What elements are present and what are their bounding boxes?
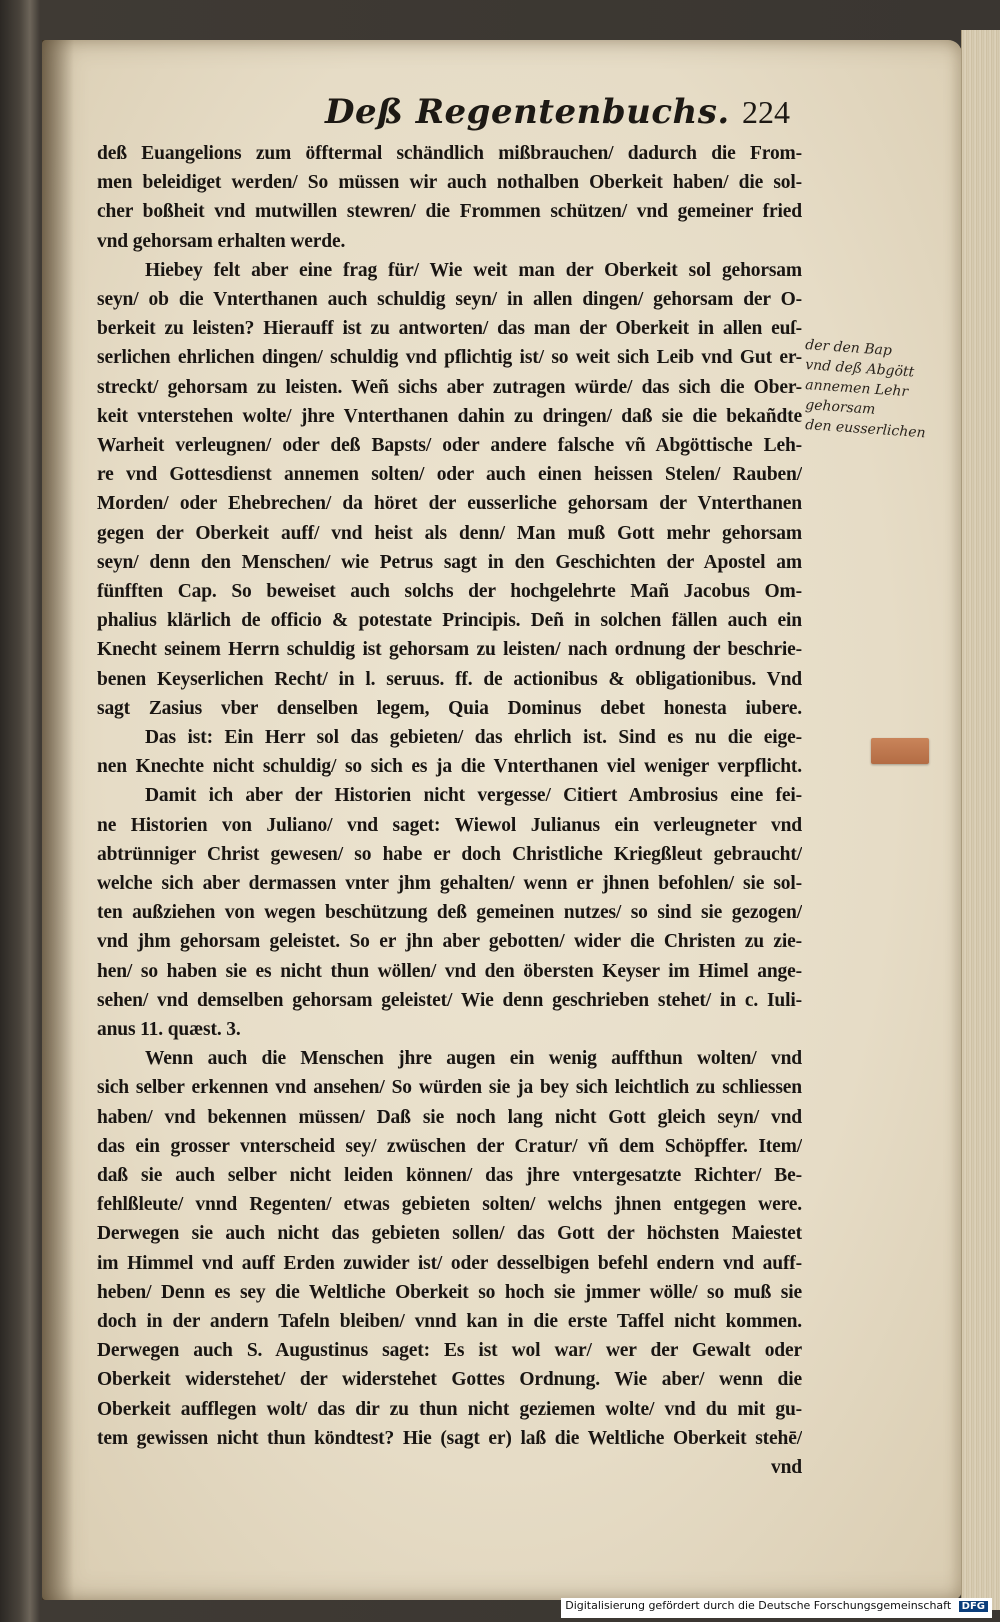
credit-text: Digitalisierung gefördert durch die Deutsche Forschungsgemeinschaft xyxy=(565,1599,952,1612)
text-line: gegen der Oberkeit auff/ vnd heist als denn/ Man muß Gott mehr gehorsam xyxy=(97,522,802,544)
margin-note-line: gehorsam xyxy=(804,396,876,418)
digitization-credit xyxy=(561,1598,992,1618)
text-line: berkeit zu leisten? Hierauff ist zu antworten/ das man der Oberkeit in allen euſ- xyxy=(97,318,802,340)
page-number: 224 xyxy=(742,94,790,130)
text-line: sagt Zasius vber denselben legem, Quia Dominus debet honesta iubere. xyxy=(97,697,802,719)
text-line: seyn/ denn den Menschen/ wie Petrus sagt in den Geschichten der Apostel am xyxy=(97,551,802,573)
text-line: vnd jhm gehorsam geleistet. So er jhn aber gebotten/ wider die Christen zu zie- xyxy=(97,931,802,953)
text-line: ne Historien von Juliano/ vnd saget: Wiewol Julianus ein verleugneter vnd xyxy=(97,814,802,836)
text-line: deß Euangelions zum öfftermal schändlich mißbrauchen/ dadurch die From- xyxy=(97,143,802,164)
text-line: re vnd Gottesdienst annemen solten/ oder auch einen heissen Stelen/ Rauben/ xyxy=(97,464,802,486)
text-line: keit vnterstehen wolte/ jhre Vnterthanen dahin zu dringen/ daß sie die bekañdte xyxy=(97,405,802,427)
margin-note-line: annemen Lehr xyxy=(804,376,909,401)
page-edges xyxy=(961,30,1000,1610)
handwritten-margin-note xyxy=(806,335,936,465)
text-line: fehlßleute/ vnnd Regenten/ etwas gebieten solten/ welchs jhnen entgegen were. xyxy=(97,1194,802,1216)
text-line: Oberkeit aufflegen wolt/ das dir zu thun nicht geziemen wolte/ vnd du mit gu- xyxy=(97,1398,802,1420)
text-line: anus 11. quæst. 3. xyxy=(97,1019,241,1040)
margin-note-line: der den Bap xyxy=(804,336,893,360)
text-line: hen/ so haben sie es nicht thun wöllen/ vnd den öbersten Keyser im Himel ange- xyxy=(97,960,802,982)
text-line: seyn/ ob die Vnterthanen auch schuldig seyn/ in allen dingen/ gehorsam der O- xyxy=(97,289,802,310)
text-line: Damit ich aber der Historien nicht vergesse/ Citiert Ambrosius eine fei- xyxy=(145,785,802,807)
text-line: Warheit verleugnen/ oder deß Bapsts/ oder andere falsche vñ Abgöttische Leh- xyxy=(97,435,802,456)
text-block xyxy=(97,140,802,1550)
text-line: sehen/ vnd demselben gehorsam geleistet/ Wie denn geschrieben stehet/ in c. Iuli- xyxy=(97,989,802,1011)
paper-tab-marker xyxy=(871,738,929,764)
text-line: Knecht seinem Herrn schuldig ist gehorsam zu leisten/ nach ordnung der beschrie- xyxy=(97,639,802,661)
margin-note-line: den eusserlichen xyxy=(804,416,927,442)
text-line: haben/ vnd bekennen müssen/ Daß sie noch lang nicht Gott gleich seyn/ vnd xyxy=(97,1106,802,1128)
text-line: Hiebey felt aber eine frag für/ Wie weit man der Oberkeit sol gehorsam xyxy=(145,259,802,281)
text-line: welche sich aber dermassen vnter jhm gehalten/ wenn er jhnen befohlen/ sie sol- xyxy=(97,873,802,894)
text-line: doch in der andern Tafeln bleiben/ vnnd kan in die erste Taffel nicht kommen. xyxy=(97,1311,802,1332)
text-line: abtrünniger Christ gewesen/ so habe er doch Christliche Kriegßleut gebraucht/ xyxy=(97,843,802,865)
text-line: Oberkeit widerstehet/ der widerstehet Gottes Ordnung. Wie aber/ wenn die xyxy=(97,1369,802,1391)
margin-note-line: vnd deß Abgött xyxy=(804,356,915,381)
text-line: men beleidiget werden/ So müssen wir auch nothalben Oberkeit haben/ die sol- xyxy=(97,172,802,194)
text-line: serlichen ehrlichen dingen/ schuldig vnd pflichtig ist/ so weit sich Leib vnd Gut er- xyxy=(97,347,802,369)
text-line: cher boßheit vnd mutwillen stewren/ die Frommen schützen/ vnd gemeiner fried xyxy=(97,201,802,223)
text-line: das ein grosser vnterscheid sey/ zwüschen der Cratur/ vñ dem Schöpffer. Item/ xyxy=(97,1135,802,1157)
page-gutter-shadow xyxy=(42,40,74,1600)
text-line: nen Knechte nicht schuldig/ so sich es ja die Vnterthanen viel weniger verpflicht. xyxy=(97,756,802,778)
text-line: sich selber erkennen vnd ansehen/ So würden sie ja bey sich leichtlich zu schliessen xyxy=(97,1077,802,1099)
text-line: Derwegen auch S. Augustinus saget: Es ist wol war/ wer der Gewalt oder xyxy=(97,1340,802,1362)
text-line: im Himmel vnd auff Erden zuwider ist/ oder desselbigen befehl endern vnd auff- xyxy=(97,1252,802,1274)
text-line: benen Keyserlichen Recht/ in l. seruus. ff. de actionibus & obligationibus. Vnd xyxy=(97,668,802,690)
text-line: heben/ Denn es sey die Weltliche Oberkeit so hoch sie jmmer wölle/ so muß sie xyxy=(97,1281,802,1303)
text-line: fünfften Cap. So beweiset auch solchs der hochgelehrte Mañ Jacobus Om- xyxy=(97,581,802,602)
text-line: Morden/ oder Ehebrechen/ da höret der eusserliche gehorsam der Vnterthanen xyxy=(97,493,802,515)
text-line: vnd gehorsam erhalten werde. xyxy=(97,230,346,252)
running-title: Deß Regentenbuchs. xyxy=(325,92,730,132)
text-line: streckt/ gehorsam zu leisten. Weñ sichs aber zutragen würde/ das sich die Ober- xyxy=(97,376,802,398)
dfg-logo: DFG xyxy=(959,1601,988,1612)
text-line: Derwegen sie auch nicht das gebieten sollen/ das Gott der höchsten Maiestet xyxy=(97,1223,802,1245)
text-line: daß sie auch selber nicht leiden können/ das jhre vntergesatzte Richter/ Be- xyxy=(97,1165,802,1186)
text-line: Wenn auch die Menschen jhre augen ein wenig auffthun wolten/ vnd xyxy=(145,1048,802,1070)
text-line: phalius klärlich de officio & potestate Principis. Deñ in solchen fällen auch ein xyxy=(97,610,802,632)
page-header xyxy=(100,92,790,140)
catchword: vnd xyxy=(771,1457,802,1478)
text-line: ten außziehen von wegen beschützung deß gemeinen nutzes/ so sind sie gezogen/ xyxy=(97,902,802,924)
text-line: tem gewissen nicht thun köndtest? Hie (sagt er) laß die Weltliche Oberkeit stehē/ xyxy=(97,1427,802,1449)
text-line: Das ist: Ein Herr sol das gebieten/ das ehrlich ist. Sind es nu die eige- xyxy=(145,727,802,748)
